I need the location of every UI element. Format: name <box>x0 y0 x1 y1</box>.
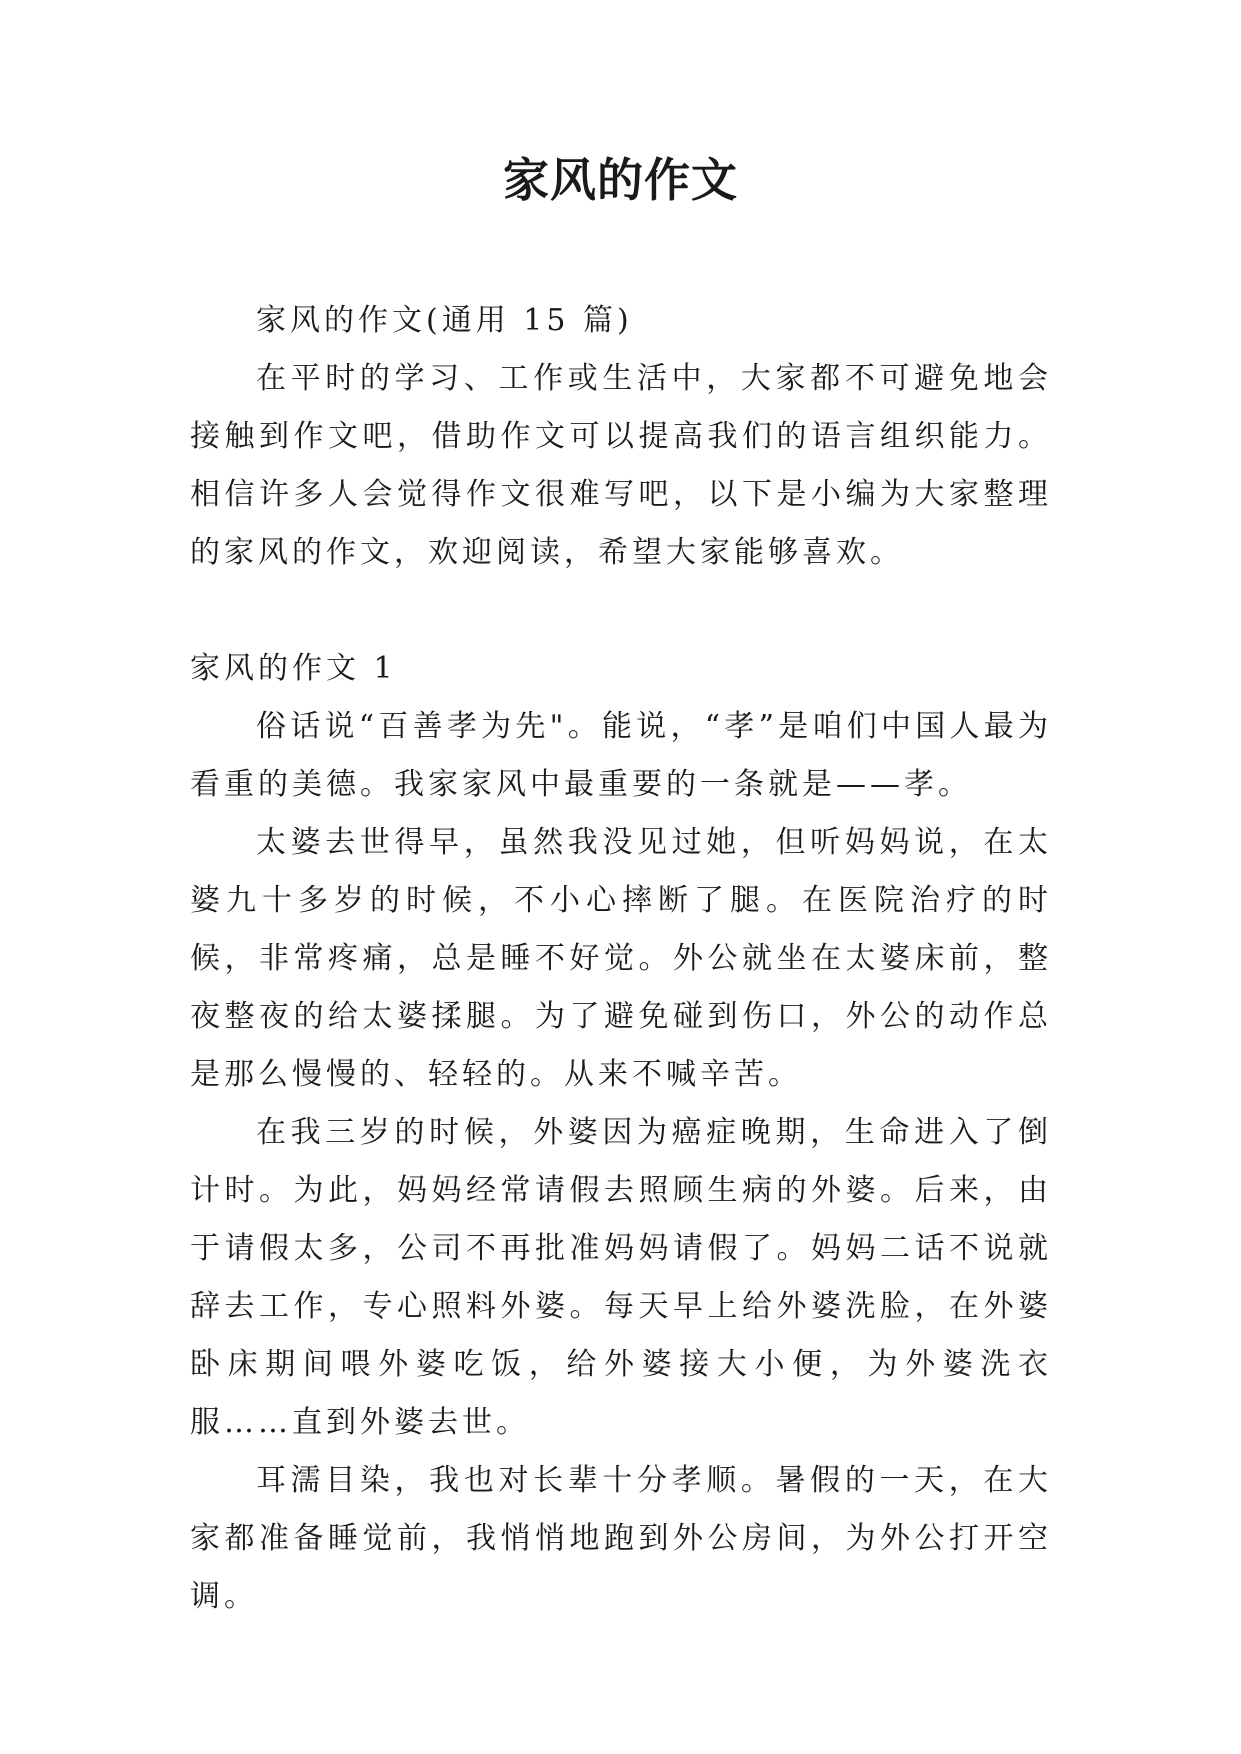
document-title: 家风的作文 <box>503 153 738 207</box>
section-spacer <box>190 582 1052 640</box>
body-paragraph-4: 耳濡目染，我也对长辈十分孝顺。暑假的一天，在大家都准备睡觉前，我悄悄地跑到外公房间，为外公打开空调。 <box>190 1463 1052 1614</box>
body-paragraph-1: 俗话说“百善孝为先"。能说，“孝”是咱们中国人最为看重的美德。我家家风中最重要的一条就是——孝。 <box>190 709 1052 802</box>
document-subtitle: 家风的作文(通用 15 篇) <box>256 303 633 338</box>
section-heading: 家风的作文 1 <box>190 651 397 686</box>
intro-paragraph: 在平时的学习、工作或生活中，大家都不可避免地会接触到作文吧，借助作文可以提高我们的语言组织能力。相信许多人会觉得作文很难写吧，以下是小编为大家整理的家风的作文，欢迎阅读，希望大家能够喜欢。 <box>190 361 1052 570</box>
body-paragraph-2: 太婆去世得早，虽然我没见过她，但听妈妈说，在太婆九十多岁的时候，不小心摔断了腿。在医院治疗的时候，非常疼痛，总是睡不好觉。外公就坐在太婆床前，整夜整夜的给太婆揉腿。为了避免碰到伤口，外公的动作总是那么慢慢的、轻轻的。从来不喊辛苦。 <box>190 825 1052 1092</box>
document-body <box>190 292 1052 1626</box>
body-paragraph-3: 在我三岁的时候，外婆因为癌症晚期，生命进入了倒计时。为此，妈妈经常请假去照顾生病的外婆。后来，由于请假太多，公司不再批准妈妈请假了。妈妈二话不说就辞去工作，专心照料外婆。每天早上给外婆洗脸，在外婆卧床期间喂外婆吃饭，给外婆接大小便，为外婆洗衣服……直到外婆去世。 <box>190 1115 1052 1440</box>
